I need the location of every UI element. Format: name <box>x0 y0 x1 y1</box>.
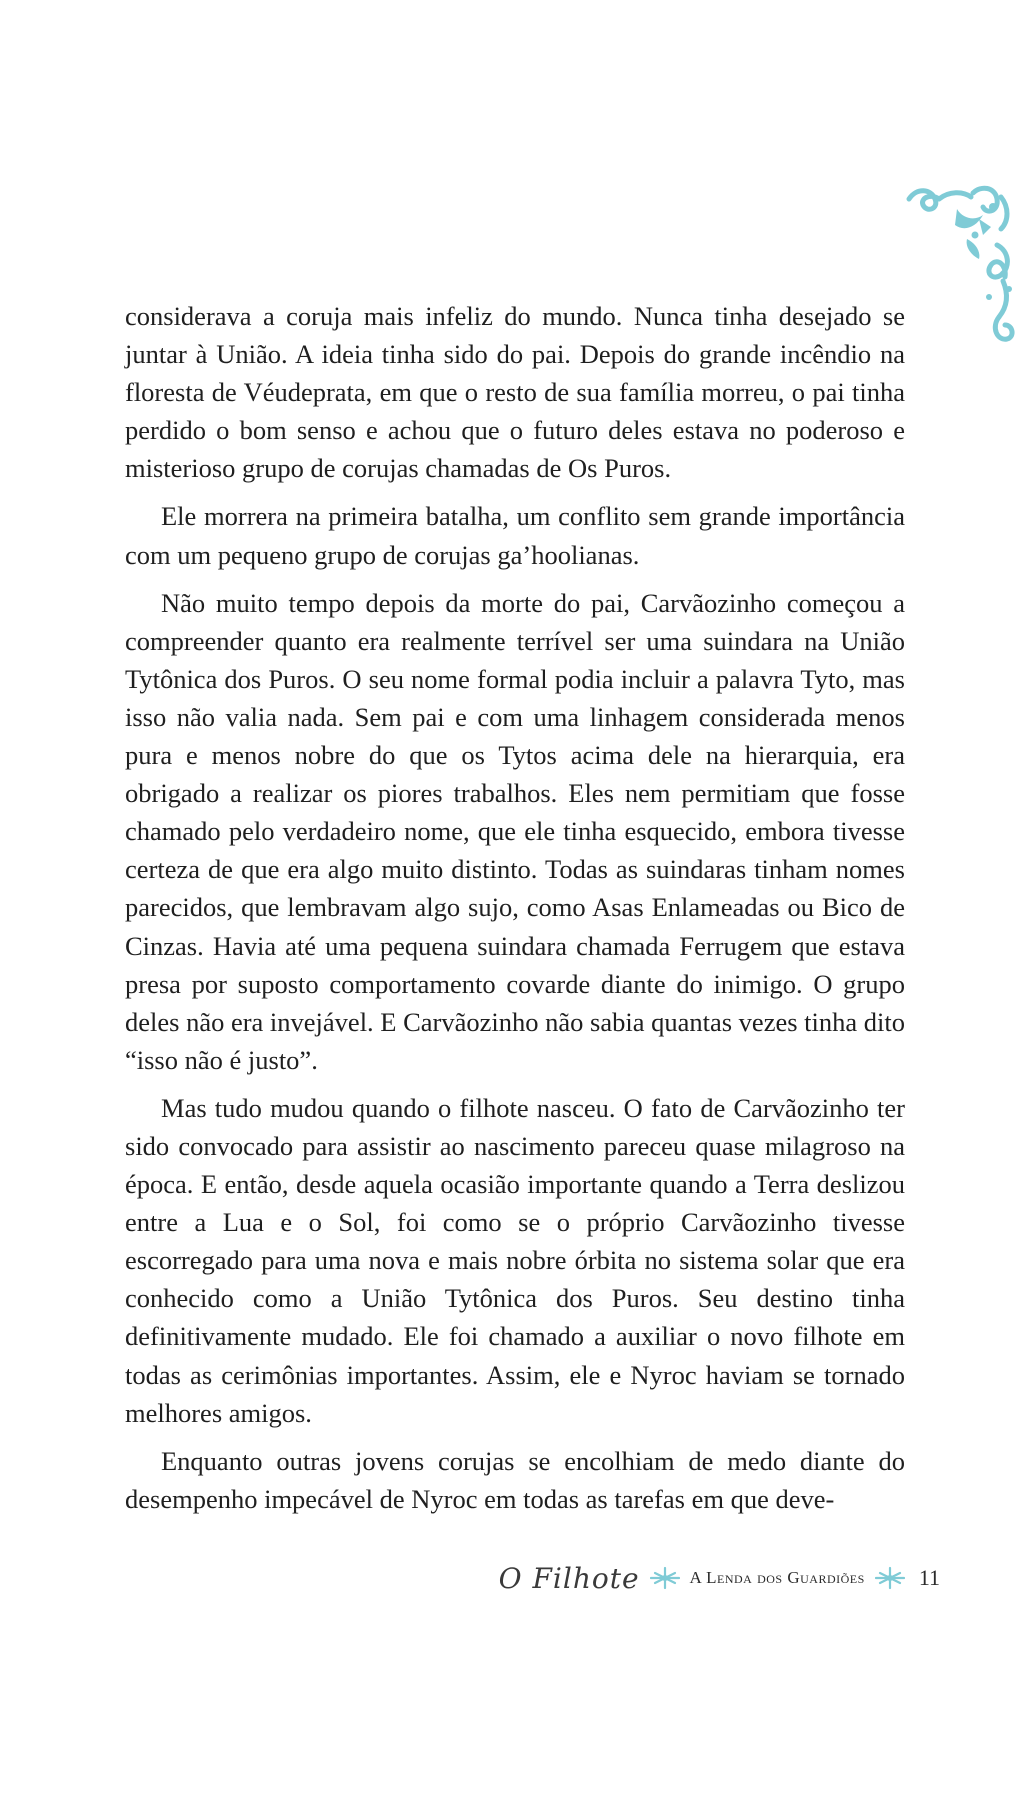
paragraph: Enquanto outras jovens corujas se encolhiam de medo diante do desempenho impecável de Nyroc em todas as tarefas em que deve- <box>125 1445 905 1514</box>
paragraph: Não muito tempo depois da morte do pai, Carvãozinho começou a compreender quanto era realmente terrível ser uma suindara na União Tytônica dos Puros. O seu nome formal podia incluir a palavra Tyto, mas isso não valia nada. Sem pai e com uma linhagem considerada menos pura e menos nobre do que os Tytos acima dele na hierarquia, era obrigado a realizar os piores trabalhos. Eles nem permitiam que fosse chamado pelo verdadeiro nome, que ele tinha esquecido, embora tivesse certeza de que era algo muito distinto. Todas as suindaras tinham nomes parecidos, que lembravam algo sujo, como Asas Enlameadas ou Bico de Cinzas. Havia até uma pequena suindara chamada Ferrugem que estava presa por suposto comportamento covarde diante do inimigo. O grupo deles não era invejável. E Carvãozinho não sabia quantas vezes tinha dito “isso não é justo”. <box>125 587 905 1075</box>
snowflake-icon <box>875 1566 905 1590</box>
paragraph: Ele morrera na primeira batalha, um conflito sem grande importância com um pequeno grupo de corujas ga’hoolianas. <box>125 501 905 570</box>
body-text <box>125 297 905 1528</box>
running-footer <box>490 1558 940 1598</box>
page-number: 11 <box>918 1565 940 1590</box>
snowflake-icon <box>650 1566 680 1590</box>
book-title: O Filhote <box>498 1561 640 1595</box>
corner-flourish-icon <box>905 185 1017 350</box>
paragraph: considerava a coruja mais infeliz do mundo. Nunca tinha desejado se juntar à União. A ideia tinha sido do pai. Depois do grande incêndio na floresta de Véudeprata, em que o resto de sua família morreu, o pai tinha perdido o bom senso e achou que o futuro deles estava no poderoso e misterioso grupo de corujas chamadas de Os Puros. <box>125 301 905 484</box>
paragraph: Mas tudo mudou quando o filhote nasceu. O fato de Carvãozinho ter sido convocado para assistir ao nascimento pareceu quase milagroso na época. E então, desde aquela ocasião importante quando a Terra deslizou entre a Lua e o Sol, foi como se o próprio Carvãozinho tivesse escorregado para uma nova e mais nobre órbita no sistema solar que era conhecido como a União Tytônica dos Puros. Seu destino tinha definitivamente mudado. Ele foi chamado a auxiliar o novo filhote em todas as cerimônias importantes. Assim, ele e Nyroc haviam se tornado melhores amigos. <box>125 1092 905 1428</box>
series-title: A Lenda dos Guardiões <box>689 1568 865 1587</box>
